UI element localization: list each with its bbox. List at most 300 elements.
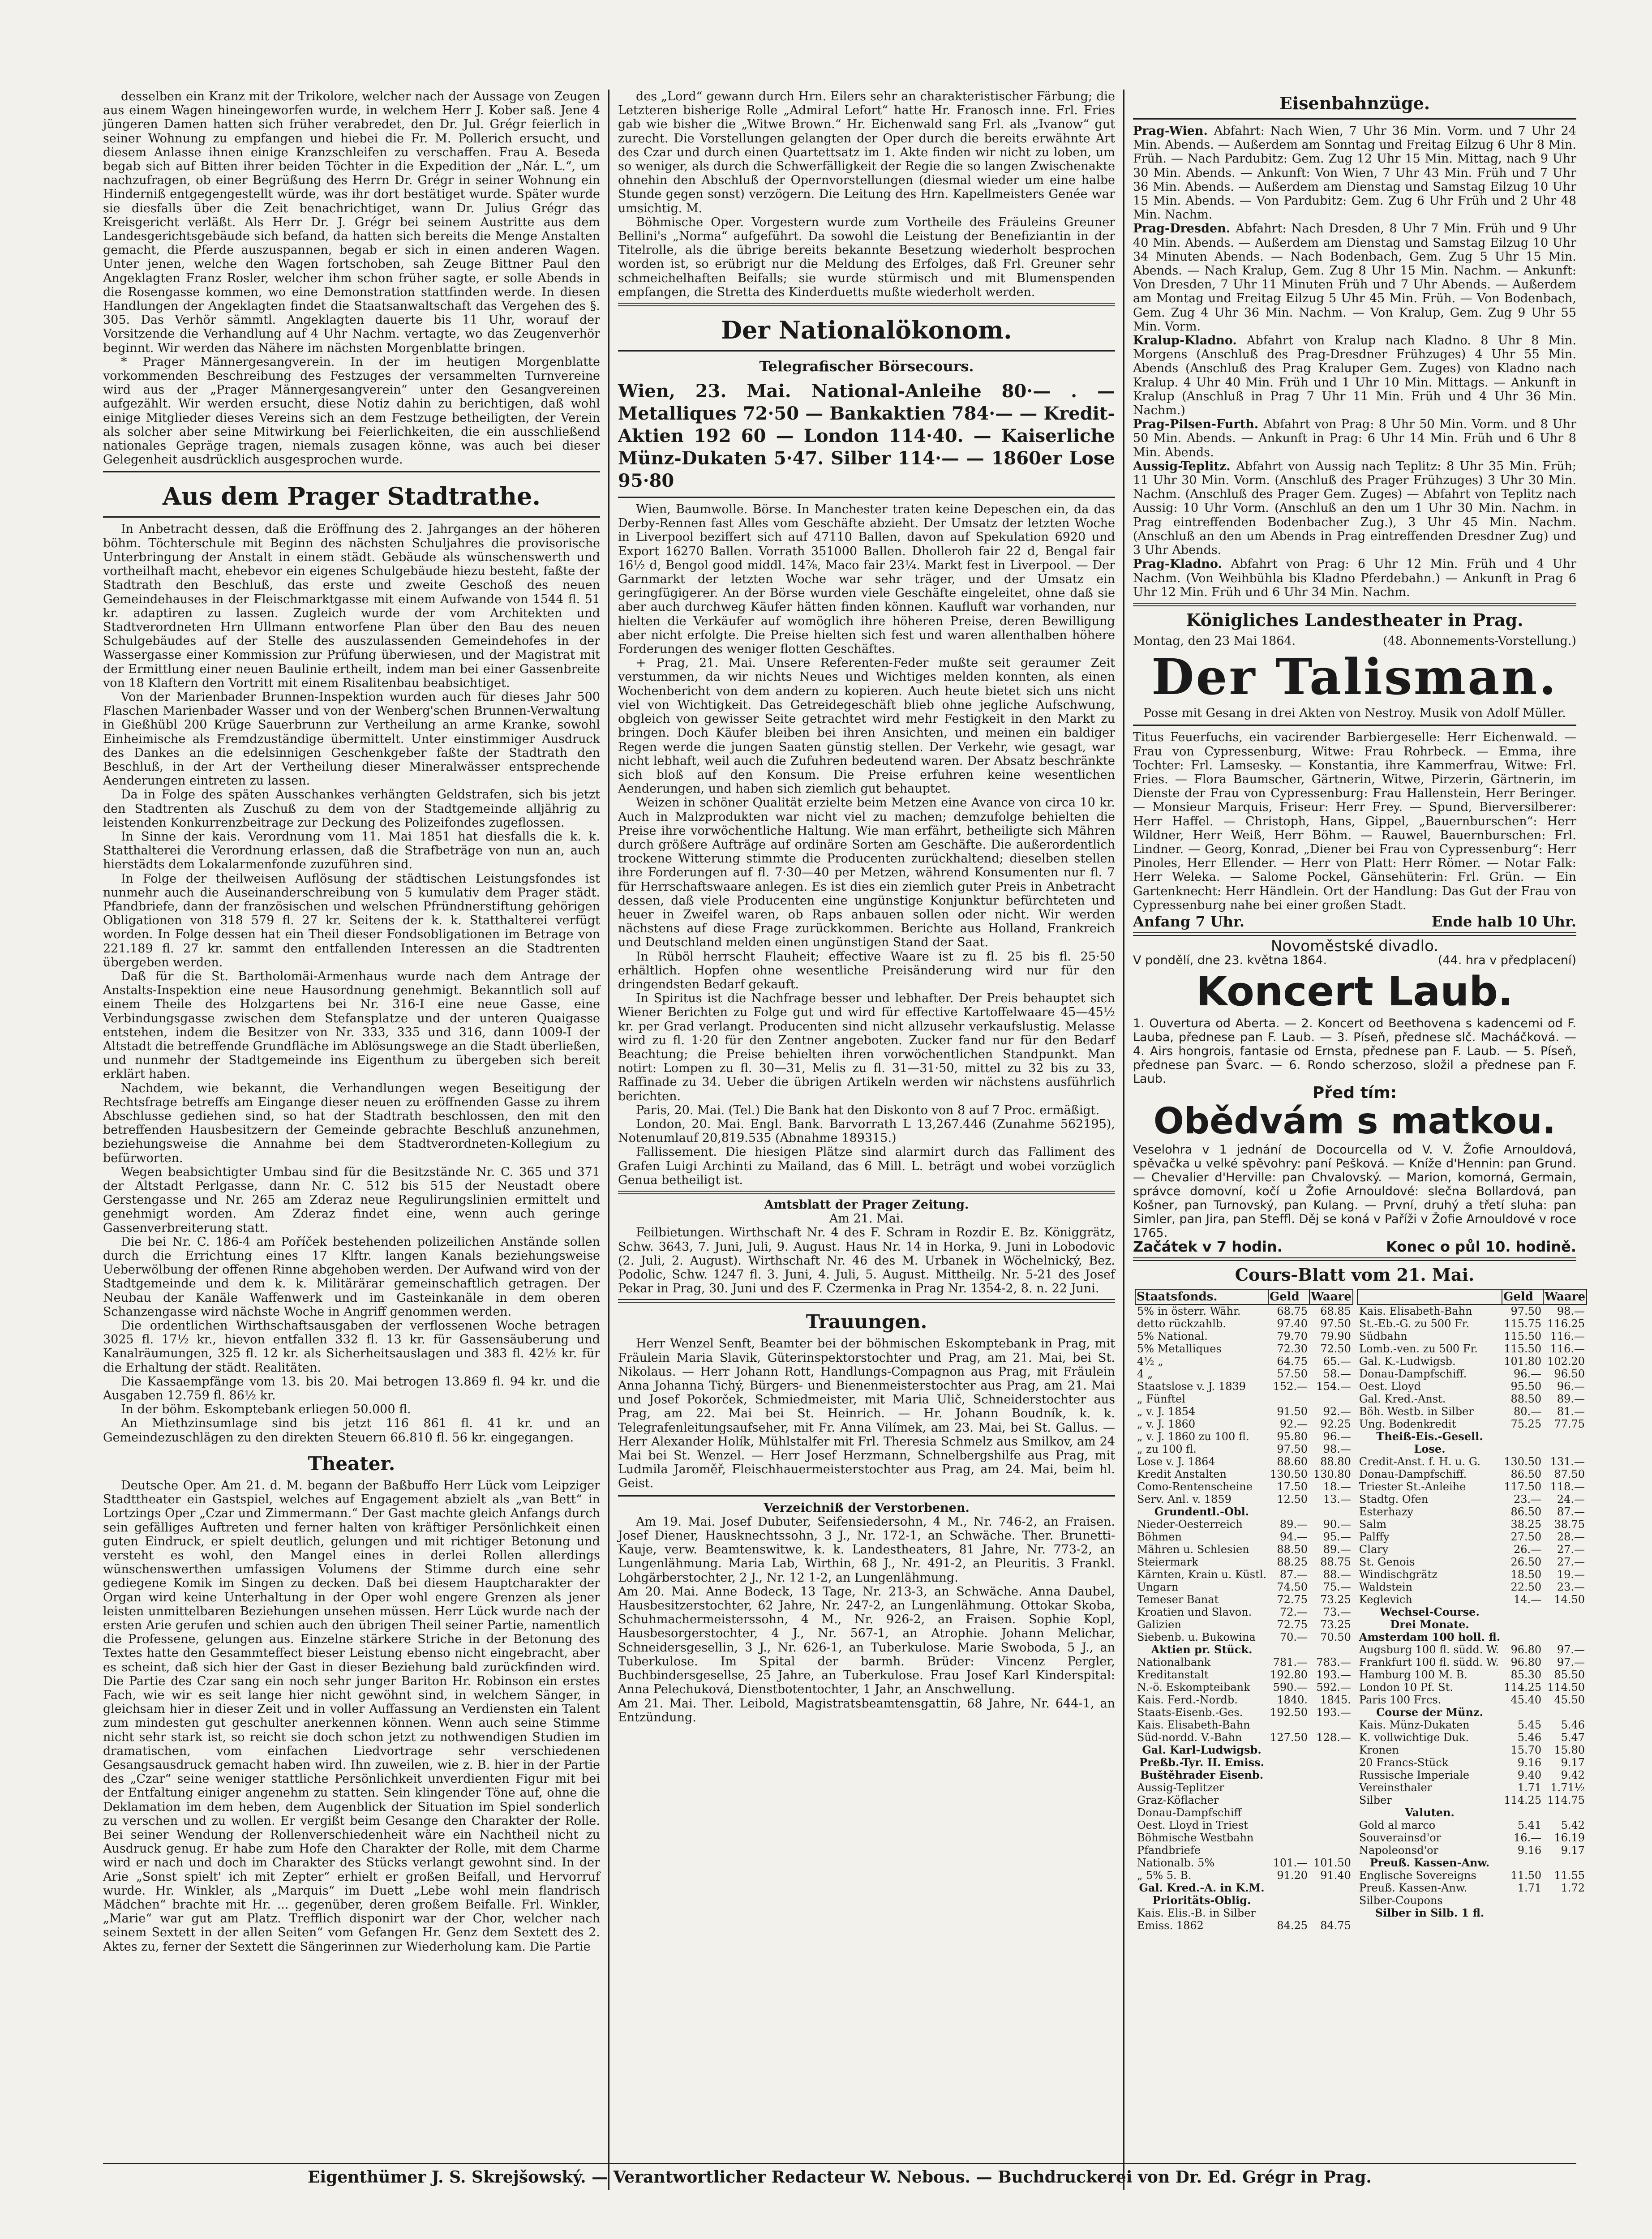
cours-security: Kreditanstalt <box>1137 1669 1209 1681</box>
cours-row <box>1357 1593 1587 1606</box>
cours-row <box>1357 1706 1587 1719</box>
cours-security: Lomb.-ven. zu 500 Fr. <box>1359 1343 1478 1355</box>
cours-row <box>1135 1568 1353 1581</box>
cours-row <box>1357 1756 1587 1769</box>
cours-geld <box>1502 1706 1543 1719</box>
cours-waare <box>1309 1844 1353 1857</box>
cours-security: Kais. Münz-Dukaten <box>1359 1719 1470 1732</box>
cours-security: Aktien pr. Stück. <box>1151 1643 1253 1656</box>
cours-security: Nationalb. 5% <box>1137 1857 1215 1870</box>
train-line-title: Prag-Dresden. <box>1133 222 1236 236</box>
cours-row <box>1357 1330 1587 1343</box>
cours-waare: 18.— <box>1323 1480 1351 1493</box>
cours-security: Donau-Dampfschiff <box>1137 1806 1242 1819</box>
cours-security: London 10 Pf. St. <box>1359 1681 1453 1694</box>
train-line-title: Prag-Wien. <box>1133 124 1214 138</box>
cours-waare: 97.— <box>1557 1656 1585 1669</box>
cours-geld: 97.50 <box>1277 1443 1308 1456</box>
cours-row <box>1135 1393 1353 1405</box>
cours-security: Gal. Karl-Ludwigsb. <box>1142 1743 1262 1757</box>
cours-security: Gal. Kred.-Anst. <box>1359 1393 1446 1406</box>
cours-geld <box>1268 1719 1309 1731</box>
train-line-title: Kralup-Kladno. <box>1133 334 1247 348</box>
cours-security: Gal. Kred.-A. in K.M. <box>1139 1881 1265 1895</box>
paragraph: Wegen beabsichtigter Umbau sind für die Besitzstände Nr. C. 365 und 371 der Altstadt Perlgasse, dann Nr. C. 512 bis 515 der Neustadt obere Gerstengasse und Nr. 265 am Zderaz neue Regulirungslinien ermittelt und genehmigt worden. Am Zderaz findet eine, wenn auch geringe Gassenverbreiterung statt. <box>103 1165 600 1235</box>
cours-geld: 96.80 <box>1510 1643 1542 1656</box>
cours-row <box>1135 1919 1353 1932</box>
cours-geld: 130.50 <box>1504 1455 1542 1468</box>
cours-row <box>1357 1844 1587 1857</box>
cours-geld: 91.50 <box>1277 1405 1308 1418</box>
cours-security: detto rückzahlb. <box>1137 1317 1226 1330</box>
paragraph: Daß für die St. Bartholomäi-Armenhaus wurde nach dem Antrage der Anstalts-Inspektion eine neue Hausordnung genehmigt. Bekanntlich soll auf einem Theile des Holzgartens bei Nr. 316-I eine neue Gasse, eine Verbindungsgasse zwischen dem Stefansplatze und der unteren Quaigasse entstehen, indem die Besitzer von Nr. 333, 335 und 316, dann 1009-I der Altstadt die betreffende Grundfläche im Ablösungswege an die Stadt überließen, und nunmehr der Stadtgemeinde ins Eigenthum zu übergeben sich bereit erklärt haben. <box>103 969 600 1081</box>
cours-security: Credit-Anst. f. H. u. G. <box>1359 1455 1480 1468</box>
cours-security: Clary <box>1359 1543 1389 1556</box>
cours-geld <box>1268 1744 1309 1756</box>
cours-row <box>1357 1405 1587 1418</box>
cours-geld: 74.50 <box>1277 1581 1308 1594</box>
cours-geld <box>1502 1806 1543 1819</box>
cours-security: Paris 100 Frcs. <box>1359 1694 1442 1707</box>
cours-geld <box>1502 1857 1543 1869</box>
cours-row <box>1357 1781 1587 1794</box>
divider <box>1133 725 1576 726</box>
cours-security: Valuten. <box>1405 1806 1455 1819</box>
cours-waare: 14.50 <box>1554 1593 1585 1606</box>
cours-waare: 9.17 <box>1561 1756 1585 1769</box>
cours-security: Donau-Dampfschiff. <box>1359 1368 1467 1381</box>
cours-col-waare: Waare <box>1543 1289 1587 1304</box>
cours-geld: 5.41 <box>1517 1819 1542 1832</box>
cours-security: Silber-Coupons <box>1359 1894 1443 1907</box>
cours-security: 4 „ <box>1137 1368 1153 1381</box>
cours-row <box>1357 1418 1587 1430</box>
divider <box>618 1299 1115 1303</box>
cours-geld: 114.25 <box>1504 1681 1542 1694</box>
cours-left-table <box>1135 1289 1353 1932</box>
cours-row <box>1135 1794 1353 1806</box>
cours-geld: 11.50 <box>1510 1869 1542 1882</box>
cours-waare: 87.50 <box>1554 1468 1585 1481</box>
cours-waare: 16.19 <box>1554 1832 1585 1844</box>
paragraph: In Spiritus ist die Nachfrage besser und lebhafter. Der Preis behauptet sich Wiener Berichten zu Folge gut und wird für effective Kartoffelwaare 45—45½ kr. per Grad verlangt. Producenten sind nicht allzusehr verkaufslustig. Melasse wird zu fl. 1·20 für den Zentner angeboten. Zucker fand nur für den Bedarf Beachtung; die Preise behielten ihren vorwöchentlichen Standpunkt. Man notirt: Lompen zu fl. 30—31, Melis zu fl. 31—31·50, mittel zu 32 bis zu 33, Raffinade zu 34. Ueber die übrigen Artikeln werden wir nächstens ausführlich berichten. <box>618 991 1115 1103</box>
cours-security: Kärnten, Krain u. Küstl. <box>1137 1568 1267 1581</box>
cours-row <box>1357 1430 1587 1443</box>
cours-geld <box>1502 1618 1543 1631</box>
train-line-text: Abfahrt von Aussig nach Teplitz: 8 Uhr 35 Min. Früh; 11 Uhr 30 Min. Vorm. (Anschluß des Prager Frühzuges) 3 Uhr 30 Min. Nachm. (Anschluß des Prager Gem. Zuges) — Abfahrt von Teplitz nach Aussig: 10 Uhr Vorm. (Anschluß an den um 1 Uhr 30 Min. Nachm. in Prag eintreffenden Bodenbacher Zug.), 3 Uhr 45 Min. Nachm. (Anschluß an den um Abends in Prag eintreffenden Dresdner Zug) und 3 Uhr Abends. <box>1133 459 1576 558</box>
divider <box>618 1191 1115 1194</box>
cours-waare <box>1543 1857 1587 1869</box>
cours-waare <box>1309 1643 1353 1656</box>
cours-security: Siebenb. u. Bukowina <box>1137 1631 1256 1644</box>
cours-waare: 154.— <box>1316 1380 1351 1393</box>
cours-row <box>1357 1869 1587 1882</box>
cours-security: Preuß. Kassen-Anw. <box>1359 1882 1467 1895</box>
divider <box>1133 932 1576 936</box>
obed-end: Konec o půl 10. hodině. <box>1386 1238 1576 1256</box>
cours-geld <box>1268 1643 1309 1656</box>
cours-row <box>1135 1518 1353 1531</box>
divadlo-abo: (44. hra v předplacení) <box>1437 953 1576 968</box>
telegraph-heading: Telegrafischer Börsecours. <box>759 358 974 375</box>
cours-security: Salm <box>1359 1518 1387 1531</box>
newspaper-page <box>103 90 1586 2190</box>
cours-row <box>1135 1781 1353 1794</box>
theatre-heading: Königliches Landestheater in Prag. <box>1186 609 1523 630</box>
cours-security: Nationalbank <box>1137 1656 1211 1669</box>
cours-waare <box>1543 1706 1587 1719</box>
cours-security: Pfandbriefe <box>1137 1844 1201 1857</box>
cours-row <box>1135 1719 1353 1731</box>
cours-geld <box>1502 1894 1543 1907</box>
paragraph: Nachdem, wie bekannt, die Verhandlungen wegen Beseitigung der Rechtsfrage betreffs am Eingange dieser neuen zu eröffnenden Gasse zu ihrem Abschlusse gediehen sind, so hat der Stadtrath beschlossen, den mit den betreffenden Hausbesitzern der Gemeinde gebrachte Beschluß anzunehmen, beziehungsweise die Annahme bei dem Stadtverordneten-Kollegium zu befürworten. <box>103 1081 600 1165</box>
cours-row <box>1357 1606 1587 1618</box>
cours-geld: 15.70 <box>1510 1744 1542 1757</box>
cours-waare: 114.50 <box>1547 1681 1585 1694</box>
cours-geld: 88.25 <box>1277 1556 1308 1569</box>
cours-row <box>1357 1643 1587 1656</box>
cours-waare: 11.55 <box>1554 1869 1585 1882</box>
cours-geld: 117.50 <box>1504 1480 1542 1493</box>
cours-waare <box>1309 1744 1353 1756</box>
cours-geld: 79.70 <box>1277 1330 1308 1343</box>
cours-security: Graz-Köflacher <box>1137 1794 1219 1807</box>
cours-geld: 70.— <box>1279 1631 1308 1644</box>
paragraph: Die Kassaempfänge vom 13. bis 20. Mai betrogen 13.869 fl. 94 kr. und die Ausgaben 12.759 fl. 86½ kr. <box>103 1374 600 1403</box>
cours-waare: 92.25 <box>1320 1418 1351 1431</box>
cours-waare: 130.80 <box>1313 1468 1351 1481</box>
amtsblatt-heading: Amtsblatt der Prager Zeitung. <box>764 1198 969 1212</box>
divadlo-heading: Novoměstské divadlo. <box>1270 937 1439 956</box>
cours-geld <box>1268 1832 1309 1844</box>
cours-security: Ung. Bodenkredit <box>1359 1418 1456 1431</box>
cours-row <box>1135 1355 1353 1368</box>
paragraph: Von der Marienbader Brunnen-Inspektion wurden auch für dieses Jahr 500 Flaschen Marienbader Wasser und von der Wenberg'schen Brunnen-Verwaltung in Gießhübl 200 Krüge Sauerbrunn zur Vertheilung an arme Kranke, sowohl Einheimische als Fremdzuständige übermittelt. Unter einstimmiger Ausdruck des Dankes an die edelsinnigen Geschenkgeber faßte der Stadtrath den Beschluß, in der Art der Vertheilung dieser Mineralwässer entsprechende Aenderungen eintreten zu lassen. <box>103 690 600 788</box>
cours-waare: 98.— <box>1557 1305 1585 1318</box>
cours-waare: 95.— <box>1323 1531 1351 1544</box>
cours-geld: 72.30 <box>1277 1343 1308 1355</box>
cours-waare: 1.72 <box>1561 1882 1585 1895</box>
trauungen-text: Herr Wenzel Senft, Beamter bei der böhmischen Eskomptebank in Prag, mit Fräulein Maria Slavik, Güterinspektorstochter und Prag, am 21. Mai, bei St. Nikolaus. — Herr Johann Rott, Handlungs-Compagnon aus Prag, mit Fräulein Anna Johanna Tichý, Bürgers- und Bienenmeisterstochter aus Prag, am 21. Mai und Josef Pokorček, Schmiedmeister, mit Maria Ulič, Schneiderstochter aus Prag, am 22. Mai bei St. Heinrich. — Hr. Johann Boudník, k. k. Telegrafenleitungsaufseher, mit Fr. Anna Vilímek, am 23. Mai, bei St. Gallus. — Herr Alexander Holík, Mühlstalfer mit Frl. Theresia Schmelz aus Smilkov, am 24 Mai bei St. Wenzel. — Herr Josef Herzmann, Schnelbergshilfe aus Prag, mit Ludmila Jaroměř, Fleischhauermeisterstochter aus Prag, am 24. Mai, beim hl. Geist. <box>618 1337 1115 1491</box>
cours-row <box>1357 1581 1587 1593</box>
cours-geld: 86.50 <box>1510 1468 1542 1481</box>
cours-row <box>1135 1694 1353 1706</box>
divider <box>103 516 600 518</box>
obed-title: Obědvám s matkou. <box>1153 1100 1556 1142</box>
cours-geld <box>1268 1756 1309 1769</box>
cours-security: Souverainsd'or <box>1359 1832 1442 1844</box>
death-notice-day: Am 19. Mai. Josef Dubuter, Seifensiedersohn, 4 M., Nr. 746-2, an Fraisen. Josef Diener, Hausknechtssohn, 3 J., Nr. 172-1, an Schwäche. Ther. Brunetti-Kauje, verw. Beamtenswitwe, k. k. Landestheaters, 81 Jahre, Nr. 773-2, an Lungenlähmung. Maria Lab, Wirthin, 68 J., Nr. 491-2, an Pleuritis. 3 Frankl. Lohgärberstochter, 2 J., Nr. 12 1-2, an Lungenlähmung. <box>618 1514 1115 1585</box>
cours-waare <box>1309 1894 1353 1907</box>
cours-geld: 57.50 <box>1277 1368 1308 1381</box>
cours-security: Nieder-Oesterreich <box>1137 1518 1243 1531</box>
amtsblatt-date: Am 21. Mai. <box>829 1212 904 1226</box>
cours-security: Napoleonsd'or <box>1359 1844 1439 1857</box>
paragraph: Da in Folge des späten Ausschankes verhängten Geldstrafen, sich bis jetzt den Stadtrenten als Zuschuß zu dem von der Stadtgemeinde alljährig zu leistenden Konkurrenzbeitrage zur Deckung des Polizeifondes zugeflossen. <box>103 788 600 830</box>
cours-waare: 89.— <box>1323 1543 1351 1556</box>
cours-waare <box>1309 1832 1353 1844</box>
cours-row <box>1135 1556 1353 1568</box>
cours-waare: 1845. <box>1320 1694 1351 1707</box>
theatre-title: Der Talisman. <box>1151 648 1558 706</box>
cours-row <box>1357 1744 1587 1756</box>
cours-waare: 116.— <box>1550 1343 1585 1355</box>
cours-row <box>1357 1368 1587 1380</box>
cours-security: Augsburg 100 fl. südd. W. <box>1359 1643 1499 1656</box>
cours-row <box>1135 1731 1353 1744</box>
cours-security: „ 5% 5. B. <box>1137 1869 1192 1882</box>
paragraph: In Sinne der kais. Verordnung vom 11. Mai 1851 hat diesfalls die k. k. Statthalterei die Verordnung erlassen, daß die Strafbeträge von nun an, auch hierstädts dem Lokalarmenfonde zuzuführen sind. <box>103 829 600 872</box>
divider <box>103 471 600 472</box>
cours-row <box>1357 1480 1587 1493</box>
cours-row <box>1357 1304 1587 1317</box>
cours-security: „ v. J. 1854 <box>1137 1405 1196 1418</box>
cours-geld: 75.25 <box>1510 1418 1542 1431</box>
cours-waare: 73.25 <box>1320 1618 1351 1631</box>
cours-geld: 89.— <box>1279 1518 1308 1531</box>
cours-geld: 84.25 <box>1277 1919 1308 1932</box>
cours-security: Triester St.-Anleihe <box>1359 1480 1466 1493</box>
cours-geld: 72.75 <box>1277 1618 1308 1631</box>
cours-security: N.-ö. Eskompteibank <box>1137 1681 1250 1694</box>
cours-row <box>1135 1317 1353 1330</box>
cours-security: 5% in österr. Währ. <box>1137 1305 1241 1318</box>
cours-security: Südbahn <box>1359 1330 1407 1343</box>
cours-row <box>1357 1819 1587 1832</box>
cours-security: Silber <box>1359 1794 1392 1807</box>
cours-waare: 193.— <box>1316 1706 1351 1719</box>
theatre-end: Ende halb 10 Uhr. <box>1431 913 1576 930</box>
divider <box>618 303 1115 306</box>
cours-geld: 16.— <box>1514 1832 1542 1844</box>
cours-security: Kais. Elisabeth-Bahn <box>1137 1719 1250 1732</box>
cours-security: Vereinsthaler <box>1359 1781 1433 1794</box>
cours-security: Böhmen <box>1137 1531 1182 1544</box>
cours-row <box>1135 1543 1353 1556</box>
divider <box>1133 118 1576 120</box>
cours-col-geld: Geld <box>1502 1289 1543 1304</box>
cours-row <box>1357 1631 1587 1643</box>
cours-geld <box>1268 1894 1309 1907</box>
cours-security: Lose. <box>1414 1442 1446 1456</box>
cours-waare: 116.— <box>1550 1330 1585 1343</box>
divadlo-date: V pondělí, dne 23. května 1864. <box>1133 953 1327 968</box>
cours-waare <box>1309 1819 1353 1832</box>
cours-geld <box>1268 1769 1309 1781</box>
cours-waare: 58.— <box>1323 1368 1351 1381</box>
cours-row <box>1135 1606 1353 1618</box>
cours-geld: 9.16 <box>1517 1844 1542 1857</box>
cours-waare: 116.25 <box>1547 1317 1585 1330</box>
paragraph: In Folge der theilweisen Auflösung der städtischen Leistungsfondes ist nunmehr auch die Auseinanderschreibung von 5 kumulativ dem Prager städt. Pfandbriefe, dann der französischen und welschen Pfründnerstiftung gehörigen Obligationen von 318 579 fl. 27 kr. Seitens der k. k. Statthalterei verfügt worden. In Folge dessen hat ein Theil dieser Fondsobligationen im Betrage von 221.189 fl. 27 kr. sammt den entfallenden Interessen an die Stadtrenten übergeben werden. <box>103 871 600 969</box>
paragraph: desselben ein Kranz mit der Trikolore, welcher nach der Aussage von Zeugen aus einem Wagen hineingeworfen wurde, in welchem Herr J. Kober saß. Jene 4 jüngeren Damen hatten sich früher verabredet, den Dr. Jul. Grégr feierlich in seiner Wohnung zu empfangen und hiebei die Fr. M. Pollerich ersucht, und diesem Anlasse ihnen einige Kranzschleifen zu verschaffen. Frau A. Beseda begab sich auf Bitten ihrer beiden Töchter in die Expedition der „Nár. L.“, um nachzufragen, ob einer Begrüßung des Herrn Dr. Grégr in seiner Wohnung ein Hinderniß entgegengestellt würde, was ihr dort bestätiget wurde. Später wurde sie diesfalls über die Zeit benachrichtiget, wann Dr. Julius Grégr das Kreisgericht verläßt. Als Herr Dr. J. Grégr bei seinem Austritte aus dem Landesgerichtsgebäude sich befand, da hatten sich bereits die Menge Anstalten gemacht, die Pferde auszuspannen, begab er sich in einen anderen Wagen. Unter jenen, welche den Wagen fortschoben, sah Zeuge Bittner Paul den Angeklagten Franz Rosler, welcher ihm schon früher sagte, er solle Abends in die Rosengasse kommen, wo eine Demonstration stattfinden werde. In diesen Handlungen der Angeklagten findet die Staatsanwaltschaft das Vergehen des §. 305. Das Verhör sämmtl. Angeklagten dauerte bis 11 Uhr, worauf der Vorsitzende die Verhandlung auf 4 Uhr Nachm. vertagte, wo das Zeugenverhör beginnt. Wir werden das Nähere im nächsten Morgenblatte bringen. <box>103 90 600 355</box>
cours-geld: 9.16 <box>1517 1756 1542 1769</box>
cours-row <box>1357 1857 1587 1869</box>
paragraph: In der böhm. Eskomptebank erliegen 50.000 fl. <box>121 1403 411 1417</box>
cours-row <box>1357 1669 1587 1681</box>
train-line-text: Abfahrt: Nach Dresden, 8 Uhr 7 Min. Früh und 9 Uhr 40 Min. Abends. — Außerdem am Dienstag und Samstag Eilzug 10 Uhr 34 Minuten Abends. — Nach Bodenbach, Gem. Zug 5 Uhr 15 Min. Abends. — Nach Kralup, Gem. Zug 8 Uhr 15 Min. Nachm. — Ankunft: Von Dresden, 7 Uhr 11 Minuten Früh und 7 Uhr Abends. — Außerdem am Montag und Freitag Eilzug 5 Uhr 45 Min. Früh. — Von Bodenbach, Gem. Zug 4 Uhr 36 Min. Nachm. — Von Kralup, Gem. Zug 9 Uhr 55 Min. Vorm. <box>1133 222 1576 334</box>
cours-geld: 96.80 <box>1510 1656 1542 1669</box>
cours-waare: 5.47 <box>1561 1731 1585 1744</box>
cours-security: Silber in Silb. 1 fl. <box>1375 1906 1485 1920</box>
cours-waare <box>1543 1806 1587 1819</box>
cours-geld: 88.50 <box>1510 1393 1542 1406</box>
cours-row <box>1357 1531 1587 1543</box>
cours-waare: 193.— <box>1316 1669 1351 1681</box>
cours-security: St. Genois <box>1359 1556 1415 1569</box>
death-notice-day: Am 20. Mai. Anne Bodeck, 13 Tage, Nr. 213-3, an Schwäche. Anna Daubel, Hausbesitzerstochter, 62 Jahre, Nr. 247-2, an Lungenlähmung. Ottokar Skoba, Schuhmachermeisterssohn, 4 M., Nr. 926-2, an Fraisen. Sophie Kopl, Hausbesorgerstochter, 4 J., Nr. 567-1, an Atrophie. Johann Melichar, Schneidersgesellin, 3 J., Nr. 626-1, an Tuberkulose. Marie Swoboda, 5 J., an Tuberkulose. Im Spital der barmh. Brüder: Vincenz Pergler, Buchbindersgesellse, 25 Jahre, an Tuberkulose. Frau Josef Karl Kinderspital: Anna Pelechuková, Dienstbotentochter, 1 Jahr, an Anschwellung. <box>618 1584 1115 1697</box>
koncert-program: 1. Ouvertura od Aberta. — 2. Koncert od Beethovena s kadencemi od F. Lauba, přednese pan F. Laub. — 3. Píseň, přednese slč. Macháčková. — 4. Airs hongrois, fantasie od Ernsta, přednese pan F. Laub. — 5. Píseň, přednese pan Švarc. — 6. Rondo scherzoso, složil a přednese pan F. Laub. <box>1133 1017 1576 1086</box>
paragraph: Böhmische Oper. Vorgestern wurde zum Vortheile des Fräuleins Greuner Bellini's „Norma“ aufgeführt. Da sowohl die Leistung der Benefiziantin in der Titelrolle, als die übrige bereits bekannte Besetzung wiederholt besprochen worden ist, so erübrigt nur die Meldung des Erfolges, daß Frl. Greuner sehr schmeichelhaften Beifalls; sie wurde stürmisch und mit Blumenspenden empfangen, die Stretta des Kinderduetts mußte wiederholt werden. <box>618 215 1115 299</box>
cours-waare <box>1309 1719 1353 1731</box>
obed-text: Veselohra v 1 jednání de Docourcella od V. V. Žofie Arnouldová, spěvačka u velké spěvohry: paní Pešková. — Kníže d'Hennin: pan Grund. — Chevalier d'Herville: pan Chvalovský. — Marion, komorná, Germain, správce domovní, kočí u Žofie Arnouldové: slečna Bollardová, pan Košner, pan Turnovský, pan Kulang. — První, druhý a třetí sluha: pan Simler, pan Jira, pan Steffl. Děj se koná v Paříži v Žofie Arnouldové v roce 1765. <box>1133 1143 1576 1240</box>
cours-waare: 70.50 <box>1320 1631 1351 1644</box>
cours-waare <box>1543 1907 1587 1919</box>
cours-waare: 91.40 <box>1320 1869 1351 1882</box>
trauungen-heading: Trauungen. <box>806 1311 927 1333</box>
cours-geld: 192.80 <box>1270 1669 1308 1681</box>
cours-security: Wechsel-Course. <box>1380 1605 1480 1619</box>
amtsblatt-text: Feilbietungen. Wirthschaft Nr. 4 des F. Schram in Rozdir E. Bz. Königgrätz, Schw. 3643, 7. Juni, Juli, 9. August. Haus Nr. 14 in Horka, 9. Juni in Lobodovic (2. Juli, 2. August). Wirthschaft Nr. 46 des M. Urbanek in Wöchelnický, Bez. Podolic, Schw. 1247 fl. 3. Juni, 4. Juli, 5. August. Mittheilg. Nr. 5-21 des Josef Pekar in Prag, 30. Juni und des F. Czermenka in Prag Nr. 1354-2, 8. n. 22 Juni. <box>618 1226 1115 1296</box>
cours-geld: 101.80 <box>1504 1355 1542 1368</box>
paragraph: Die ordentlichen Wirthschaftsausgaben der verflossenen Woche betragen 3025 fl. 17½ kr., hievon entfallen 332 fl. 13 kr. für Gassensäuberung und Kanalräumungen, 325 fl. 12 kr. als Sicherheitsauslagen und 383 fl. 42½ kr. für die Erhaltung der städt. Realitäten. <box>103 1319 600 1375</box>
cours-security: Staatslose v. J. 1839 <box>1137 1380 1246 1393</box>
cours-row <box>1135 1368 1353 1380</box>
train-line <box>1133 557 1576 599</box>
theatre-start: Anfang 7 Uhr. <box>1133 913 1245 930</box>
cours-geld: 130.50 <box>1270 1468 1308 1481</box>
cours-waare: 5.42 <box>1561 1819 1585 1832</box>
divider <box>618 350 1115 352</box>
cours-geld: 72.75 <box>1277 1593 1308 1606</box>
cours-waare: 97.50 <box>1320 1317 1351 1330</box>
cours-waare <box>1309 1907 1353 1919</box>
cours-geld: 97.40 <box>1277 1317 1308 1330</box>
theater-heading: Theater. <box>308 1452 395 1475</box>
cours-geld: 192.50 <box>1270 1706 1308 1719</box>
stadtrath-article <box>103 522 600 1444</box>
cours-security: „ v. J. 1860 <box>1137 1418 1196 1431</box>
cours-geld: 1.71 <box>1517 1781 1542 1794</box>
cours-waare: 75.— <box>1323 1581 1351 1594</box>
paragraph: des „Lord“ gewann durch Hrn. Eilers sehr an charakteristischer Färbung; die Letzteren bisherige Rolle „Admiral Lefort“ hatte Hr. Franosch inne. Frl. Fries gab wie bisher die „Witwe Brown.“ Hr. Eichenwald sang Frl. als „Ivanow“ gut zurecht. Die Vorstellungen gelangten der Oper durch die bereits erwähnte Art des Czar und durch einen Quartettsatz im 1. Akte finden wir nicht zu loben, um so weniger, als durch die Schwerfälligkeit der Regie die so langen Zwischenakte ohnehin den Abschluß der Opernvorstellungen (diesmal wieder um eine halbe Stunde gegen sonst) verzögern. Die Leitung des Hrn. Kapellmeisters Genée war umsichtig. M. <box>618 90 1115 215</box>
cours-row <box>1135 1593 1353 1606</box>
cours-row <box>1357 1493 1587 1506</box>
cours-row <box>1135 1418 1353 1430</box>
cours-security: Hamburg 100 M. B. <box>1359 1669 1467 1681</box>
cours-security: St.-Eb.-G. zu 500 Fr. <box>1359 1317 1470 1330</box>
cours-geld <box>1502 1631 1543 1643</box>
paragraph: Weizen in schöner Qualität erzielte beim Metzen eine Avance von circa 10 kr. Auch in Malzprodukten war nicht viel zu machen; demzufolge behielten die Preise ihre vorwöchentliche Haltung. Wie man erfährt, betheiligte sich Mähren durch größere Aufträge auf ordinäre Sorten am Geschäfte. Die außerordentlich trockene Witterung stimmte die Producenten zurückhaltend; dieselben stellen ihre Forderungen auf fl. 7·30—40 per Metzen, während Konsumenten nur fl. 7 für Herrschaftswaare anlegen. Es ist dies ein ziemlich guter Preis in Anbetracht dessen, daß viele Producenten eine ungünstige Konjunktur befürchteten und heuer in Zweifel waren, ob Raps anbauen sollen oder nicht. Wir werden nächstens auf diese Frage zurückkommen. Berichte aus Holland, Frankreich und Deutschland melden einen ungünstigen Stand der Saat. <box>618 796 1115 950</box>
cours-row <box>1135 1430 1353 1443</box>
train-schedule <box>1133 124 1576 599</box>
cours-waare: 102.20 <box>1547 1355 1585 1368</box>
cours-waare: 88.— <box>1323 1568 1351 1581</box>
cours-geld: 1.71 <box>1517 1882 1542 1895</box>
cours-geld <box>1268 1882 1309 1894</box>
cours-row <box>1135 1405 1353 1418</box>
cours-row <box>1135 1468 1353 1480</box>
cours-security: Donau-Dampfschiff. <box>1359 1468 1467 1481</box>
paragraph: Fallissement. Die hiesigen Plätze sind alarmirt durch das Falliment des Grafen Luigi Archinti zu Mailand, das 6 Mill. L. beträgt und wobei vorzüglich Genua betheiligt ist. <box>618 1145 1115 1187</box>
cours-security: Mähren u. Schlesien <box>1137 1543 1249 1556</box>
cours-security: Serv. Anl. v. 1859 <box>1137 1493 1231 1506</box>
cours-right-half <box>1355 1289 1589 1932</box>
cours-security: „ v. J. 1860 zu 100 fl. <box>1137 1430 1249 1443</box>
cours-waare <box>1309 1506 1353 1518</box>
cours-security: Preßb.-Tyr. II. Emiss. <box>1139 1756 1265 1769</box>
cours-geld: 87.— <box>1279 1568 1308 1581</box>
obed-start: Začátek v 7 hodin. <box>1133 1238 1283 1256</box>
cours-geld: 590.— <box>1273 1681 1308 1694</box>
cours-security: Böh. Westb. in Silber <box>1359 1405 1474 1418</box>
paragraph: In Anbetracht dessen, daß die Eröffnung des 2. Jahrganges an der höheren böhm. Töchterschule mit Beginn des nächsten Schuljahres die provisorische Unterbringung der Anstalt in einem städt. Gebäude als wünschenswerth und vortheilhaft macht, ehebevor ein eigenes Schulgebäude hiezu besteht, faßte der Stadtrath den Beschluß, das erste und zweite Geschoß des neuen Gemeindehauses in der Fleischmarktgasse mit einem Aufwande von 1544 fl. 51 kr. adaptiren zu lassen. Zugleich wurde der vom Architekten und Stadtverordneten Hrn Ullmann entworfene Plan über den Bau des neuen Schulgebäudes auf der Stelle des auszulassenden Gemeindehofes in der Wassergasse einer Kommission zur Prüfung überwiesen, und der Magistrat mit der Ermittlung einer neuen Baulinie ertheilt, indem man bei einer Gassenbreite von 18 Klaftern den Vortritt mit einem Risalitenbau beabsichtiget. <box>103 522 600 690</box>
cours-geld: 115.50 <box>1504 1343 1542 1355</box>
cours-security: Englische Sovereigns <box>1359 1869 1476 1882</box>
cours-waare <box>1543 1606 1587 1618</box>
cours-geld: 115.50 <box>1504 1330 1542 1343</box>
cours-waare <box>1543 1443 1587 1455</box>
divider <box>618 1495 1115 1497</box>
cours-col-geld: Geld <box>1268 1289 1309 1304</box>
cours-waare: 87.— <box>1557 1506 1585 1518</box>
cours-waare <box>1543 1618 1587 1631</box>
verstorbene-text <box>618 1515 1115 1724</box>
divider <box>1133 1257 1576 1261</box>
paragraph: + Prag, 21. Mai. Unsere Referenten-Feder mußte seit geraumer Zeit verstummen, da wir nichts Neues und Wichtiges melden konnten, als einen Wochenbericht von dem andern zu kopieren. Auch heute bietet sich uns nicht viel von Wichtigkeit. Das Getreidegeschäft blieb ohne jegliche Aufschwung, obgleich von gewisser Seite getrachtet wird mehr Festigkeit in den Markt zu bringen. Doch Käufer bleiben bei ihren Ansichten, und meinen ein baldiger Regen werde die jungen Saaten günstig stellen. Der Verkehr, wie gesagt, war nicht lebhaft, weil auch die Zufuhren bedeutend waren. Der Absatz beschränkte sich bloß auf den Konsum. Die Preise erfuhren keine wesentlichen Aenderungen, und haben sich ziemlich gut behauptet. <box>618 656 1115 796</box>
train-line-text: Abfahrt von Prag: 6 Uhr 12 Min. Früh und 4 Uhr Nachm. (Von Weihbühla bis Kladno Pferdebahn.) — Ankunft in Prag 6 Uhr 12 Min. Früh und 6 Uhr 34 Min. Nachm. <box>1133 557 1576 599</box>
cours-waare: 85.50 <box>1554 1669 1585 1681</box>
cours-geld <box>1268 1506 1309 1518</box>
cours-geld: 101.— <box>1273 1857 1308 1870</box>
cours-security: Drei Monate. <box>1390 1618 1469 1631</box>
cours-waare: 77.75 <box>1554 1418 1585 1431</box>
cours-waare: 13.— <box>1323 1493 1351 1506</box>
cours-geld <box>1268 1819 1309 1832</box>
cours-row <box>1357 1618 1587 1631</box>
cours-row <box>1357 1681 1587 1694</box>
cours-geld: 26.50 <box>1510 1556 1542 1569</box>
cours-row <box>1135 1480 1353 1493</box>
cours-waare <box>1309 1794 1353 1806</box>
cours-security: 5% Metalliques <box>1137 1343 1222 1355</box>
divider <box>1133 603 1576 606</box>
cours-security: Kais. Ferd.-Nordb. <box>1137 1694 1238 1707</box>
cours-waare: 96.50 <box>1554 1368 1585 1381</box>
cours-left-title: Staatsfonds. <box>1135 1289 1268 1304</box>
cours-row <box>1357 1443 1587 1455</box>
cours-row <box>1357 1731 1587 1744</box>
cours-geld: 115.75 <box>1504 1317 1542 1330</box>
theatre-abo: (48. Abonnements-Vorstellung.) <box>1383 634 1576 648</box>
cours-geld <box>1268 1907 1309 1919</box>
cours-geld: 86.50 <box>1510 1506 1542 1518</box>
cours-geld: 88.50 <box>1277 1543 1308 1556</box>
cours-waare: 84.75 <box>1320 1919 1351 1932</box>
cours-security: Frankfurt 100 fl. südd. W. <box>1359 1656 1499 1669</box>
cours-row <box>1135 1643 1353 1656</box>
cours-geld: 85.30 <box>1510 1669 1542 1681</box>
cours-row <box>1357 1343 1587 1355</box>
cours-geld <box>1268 1393 1309 1405</box>
cours-row <box>1135 1493 1353 1506</box>
cours-row <box>1135 1769 1353 1781</box>
cours-row <box>1135 1744 1353 1756</box>
cours-security: Oest. Lloyd in Triest <box>1137 1819 1248 1832</box>
column-1 <box>103 90 600 1954</box>
cours-row <box>1357 1832 1587 1844</box>
train-line-text: Abfahrt: Nach Wien, 7 Uhr 36 Min. Vorm. und 7 Uhr 24 Min. Abends. — Außerdem am Sonntag und Freitag Eilzug 6 Uhr 8 Min. Früh. — Nach Pardubitz: Gem. Zug 12 Uhr 15 Min. Mittag, nach 9 Uhr 30 Min. Abends. — Ankunft: Von Wien, 7 Uhr 43 Min. Früh und 7 Uhr 36 Min. Abends. — Außerdem am Dienstag und Samstag Eilzug 10 Uhr 15 Min. Abends. — Von Pardubitz: Gem. Zug 6 Uhr Früh und 2 Uhr 48 Min. Nachm. <box>1133 124 1576 222</box>
